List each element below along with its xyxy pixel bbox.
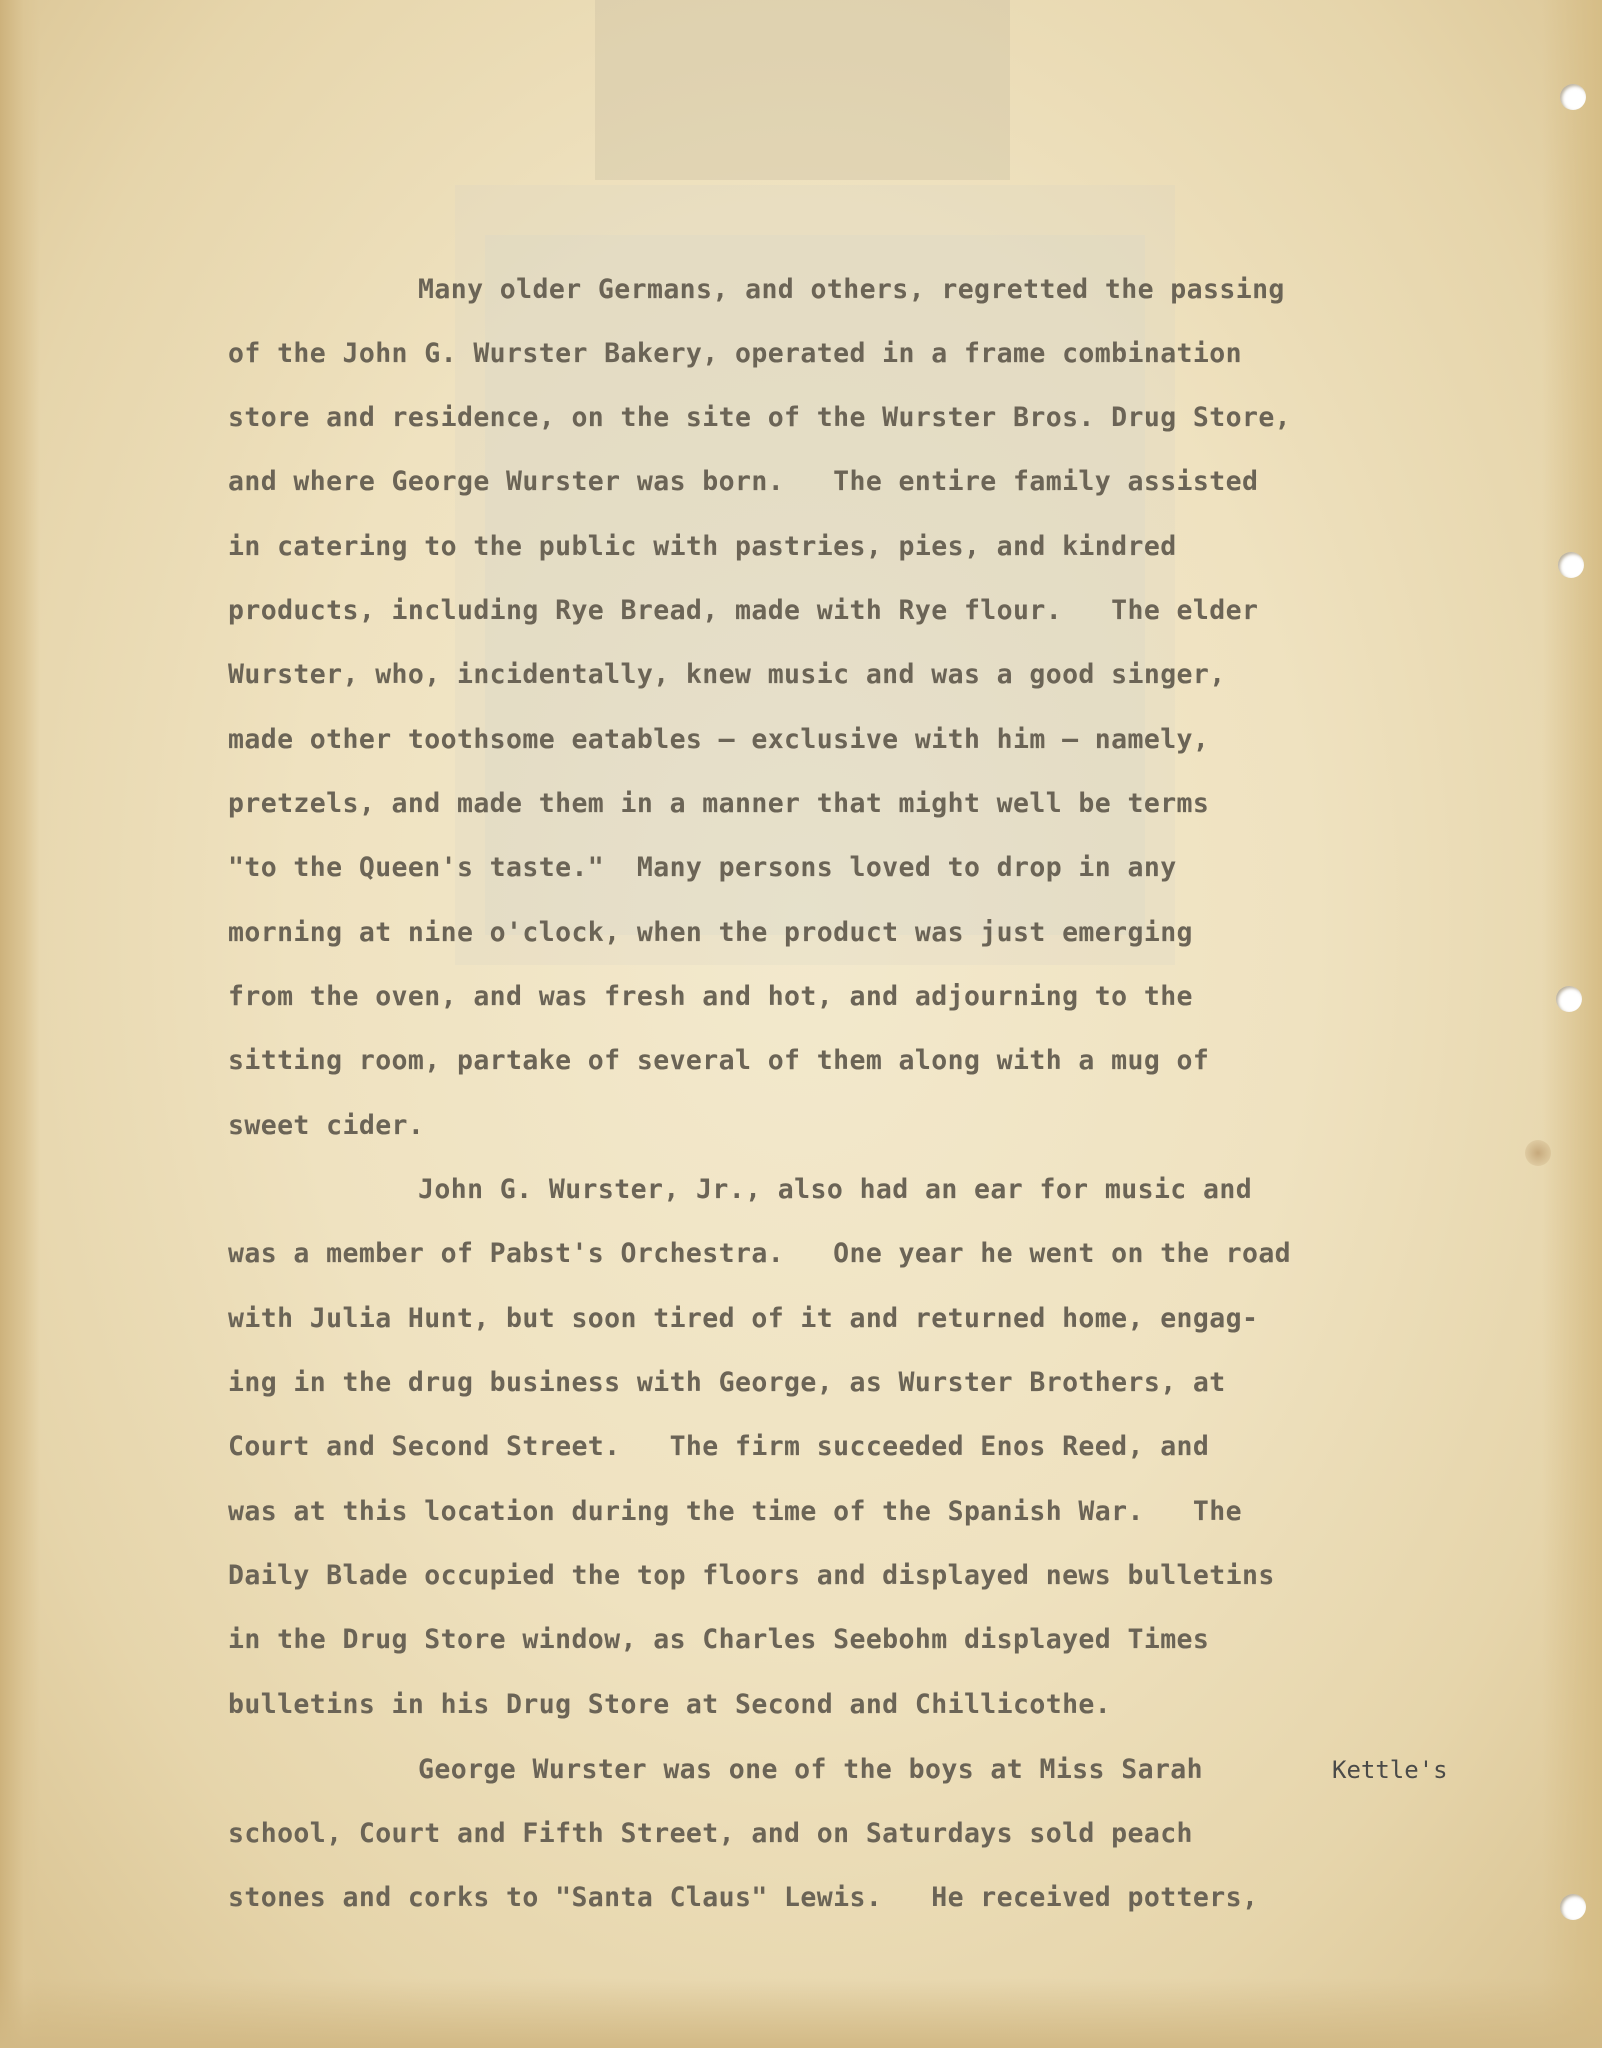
text-line: Many older Germans, and others, regretted the passing — [418, 274, 1285, 305]
text-line: John G. Wurster, Jr., also had an ear for music and — [418, 1174, 1253, 1205]
text-line: sweet cider. — [228, 1110, 425, 1141]
text-line: made other toothsome eatables — exclusive with him — namely, — [228, 724, 1210, 755]
text-line: morning at nine o'clock, when the product was just emerging — [228, 917, 1193, 948]
text-line: products, including Rye Bread, made with Rye flour. The elder — [228, 595, 1259, 626]
text-line: was a member of Pabst's Orchestra. One year he went on the road — [228, 1238, 1292, 1269]
text-line: pretzels, and made them in a manner that might well be terms — [228, 788, 1210, 819]
text-line: of the John G. Wurster Bakery, operated in a frame combination — [228, 338, 1242, 369]
text-line: "to the Queen's taste." Many persons loved to drop in any — [228, 852, 1177, 883]
text-line: ing in the drug business with George, as Wurster Brothers, at — [228, 1367, 1226, 1398]
text-line: in the Drug Store window, as Charles Seebohm displayed Times — [228, 1624, 1210, 1655]
text-line: with Julia Hunt, but soon tired of it and returned home, engag- — [228, 1303, 1259, 1334]
text-line: was at this location during the time of the Spanish War. The — [228, 1496, 1242, 1527]
text-line: Daily Blade occupied the top floors and displayed news bulletins — [228, 1560, 1275, 1591]
text-line: sitting room, partake of several of them along with a mug of — [228, 1045, 1210, 1076]
typed-insertion: Kettle's — [1332, 1756, 1448, 1784]
text-line: bulletins in his Drug Store at Second and Chillicothe. — [228, 1689, 1112, 1720]
text-line: from the oven, and was fresh and hot, and adjourning to the — [228, 981, 1193, 1012]
text-line: stones and corks to "Santa Claus" Lewis. He received potters, — [228, 1882, 1259, 1913]
text-line: Wurster, who, incidentally, knew music and was a good singer, — [228, 659, 1226, 690]
text-line: George Wurster was one of the boys at Miss Sarah — [418, 1754, 1204, 1785]
text-line: and where George Wurster was born. The entire family assisted — [228, 466, 1259, 497]
text-line: in catering to the public with pastries, pies, and kindred — [228, 531, 1177, 562]
text-line: school, Court and Fifth Street, and on Saturdays sold peach — [228, 1818, 1193, 1849]
text-line: Court and Second Street. The firm succeeded Enos Reed, and — [228, 1431, 1210, 1462]
text-line: store and residence, on the site of the Wurster Bros. Drug Store, — [228, 402, 1292, 433]
